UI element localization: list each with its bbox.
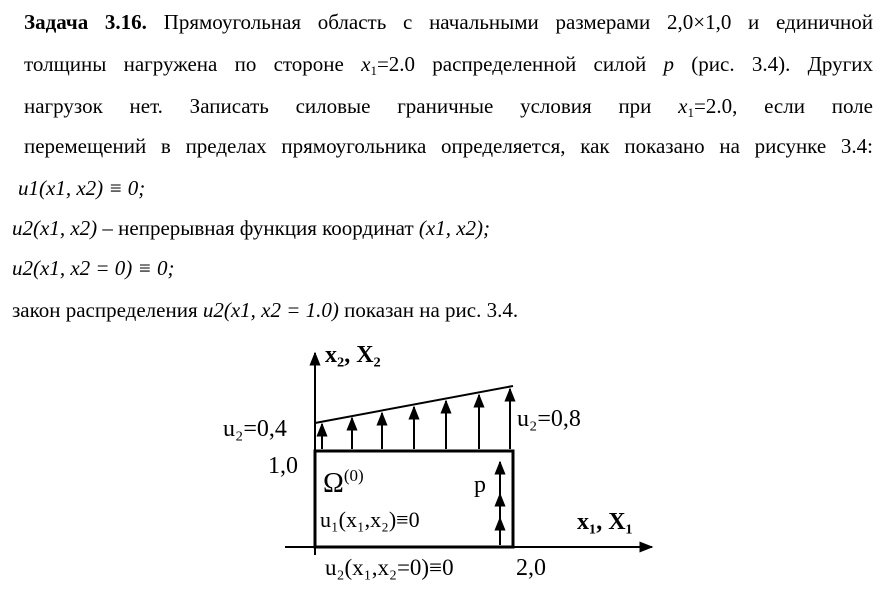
condition-1: u1(x1, x2) ≡ 0; bbox=[18, 176, 146, 200]
x-axis-label: x₁, X₁ bbox=[577, 509, 633, 535]
statement-line-1: Задача 3.16. Прямоугольная область с начальными размерами 2,0×1,0 и единичной bbox=[24, 10, 873, 34]
displacement-arrows bbox=[322, 389, 510, 449]
statement-line-4: перемещений в пределах прямоугольника определяется, как показано на рисунке 3.4: bbox=[24, 134, 873, 158]
width-label: 2,0 bbox=[516, 555, 546, 581]
statement-line-2: толщины нагружена по стороне $x_1=2.0$ распределенной силой p (рис. 3.4). Других bbox=[24, 52, 873, 78]
u2-bottom-label: u₂(x₁,x₂=0)≡0 bbox=[325, 555, 454, 580]
u2-right-label: u₂=0,8 bbox=[517, 406, 581, 432]
condition-4: закон распределения u2(x1, x2 = 1.0) показан на рис. 3.4. bbox=[12, 298, 519, 322]
statement-line-3: нагрузок нет. Записать силовые граничные условия при $x_1=2.0$, если поле bbox=[24, 94, 873, 120]
omega-label: $\Omega^{(0)}$ bbox=[323, 466, 364, 499]
height-label: 1,0 bbox=[268, 453, 298, 479]
condition-2: u2(x1, x2) – непрерывная функция координат (x1, x2); bbox=[12, 216, 491, 240]
u2-left-label: u₂=0,4 bbox=[223, 416, 287, 442]
condition-3: u2(x1, x2 = 0) ≡ 0; bbox=[12, 256, 175, 280]
load-label: p bbox=[474, 472, 486, 498]
problem-title: Задача 3.16. bbox=[24, 10, 147, 34]
u1-zero-label: u₁(x₁,x₂)≡0 bbox=[320, 507, 420, 532]
y-axis-label: x₂, X₂ bbox=[325, 342, 381, 368]
